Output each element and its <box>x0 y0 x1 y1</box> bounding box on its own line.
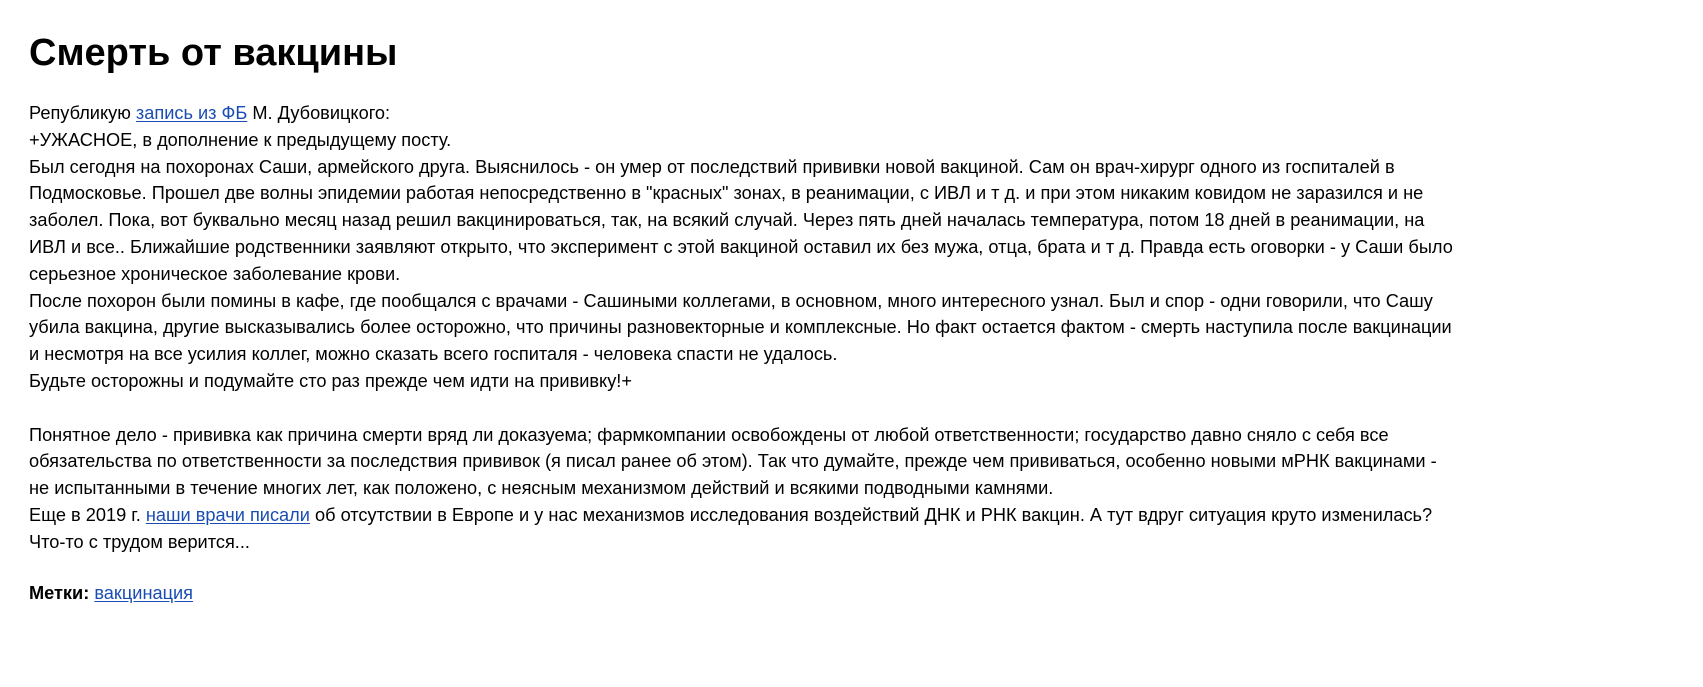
intro-prefix: Републикую <box>29 103 136 123</box>
paragraph-gap <box>29 395 1569 422</box>
tag-link-vaccination[interactable]: вакцинация <box>94 582 194 603</box>
article-title: Смерть от вакцины <box>29 32 398 74</box>
comment-line: обязательства по ответственности за последствия прививок (я писал ранее об этом). Так что думайте, прежде чем прививаться, особенно новыми мРНК вакцинами - <box>29 451 1437 472</box>
doctors-wrote-link[interactable]: наши врачи писали <box>145 504 310 525</box>
quote-line: Будьте осторожны и подумайте сто раз прежде чем идти на прививку!+ <box>29 370 632 391</box>
closing-last-line: Что-то с трудом верится... <box>29 531 250 552</box>
intro-suffix: М. Дубовицкого: <box>247 103 391 123</box>
fb-post-link[interactable]: запись из ФБ <box>135 103 248 123</box>
tags-label: Метки: <box>29 582 90 603</box>
quote-line: Был сегодня на похоронах Саши, армейского друга. Выяснилось - он умер от последствий прививки новой вакциной. Сам он врач-хирург одного из госпиталей в <box>29 156 1395 177</box>
quote-line: и несмотря на все усилия коллег, можно сказать всего госпиталя - человека спасти не удалось. <box>29 344 838 365</box>
closing-line <box>29 502 1569 529</box>
quote-line: заболел. Пока, вот буквально месяц назад решил вакцинироваться, так, на всякий случай. Через пять дней началась температура, потом 18 дней в реанимации, на <box>29 210 1425 231</box>
quote-line: ИВЛ и все.. Ближайшие родственники заявляют открыто, что эксперимент с этой вакциной оставил их без мужа, отца, брата и т д. Правда есть оговорки - у Саши было <box>29 236 1453 257</box>
quote-line: серьезное хроническое заболевание крови. <box>29 263 401 284</box>
quote-line: убила вакцина, другие высказывались более осторожно, что причины разновекторные и комплексные. Но факт остается фактом - смерть наступила после вакцинации <box>29 317 1452 338</box>
closing-prefix: Еще в 2019 г. <box>29 504 146 525</box>
tags-row <box>29 580 1569 607</box>
closing-suffix: об отсутствии в Европе и у нас механизмов исследования воздействий ДНК и РНК вакцин. А тут вдруг ситуация круто изменилась? <box>309 504 1433 525</box>
quote-line: +УЖАСНОЕ, в дополнение к предыдущему посту. <box>29 129 452 150</box>
intro-line <box>29 100 1569 127</box>
article <box>29 26 1569 606</box>
comment-line: не испытанными в течение многих лет, как положено, с неясным механизмом действий и всякими подводными камнями. <box>29 478 1054 499</box>
comment-line: Понятное дело - прививка как причина смерти вряд ли доказуема; фармкомпании освобождены от любой ответственности; государство давно сняло с себя все <box>29 424 1389 445</box>
quote-line: Подмосковье. Прошел две волны эпидемии работая непосредственно в "красных" зонах, в реанимации, с ИВЛ и т д. и при этом никаким ковидом не заразился и не <box>29 183 1424 204</box>
quote-line: После похорон были помины в кафе, где пообщался с врачами - Сашиными коллегами, в основном, много интересного узнал. Был и спор - одни говорили, что Сашу <box>29 290 1433 311</box>
article-body <box>29 100 1569 556</box>
